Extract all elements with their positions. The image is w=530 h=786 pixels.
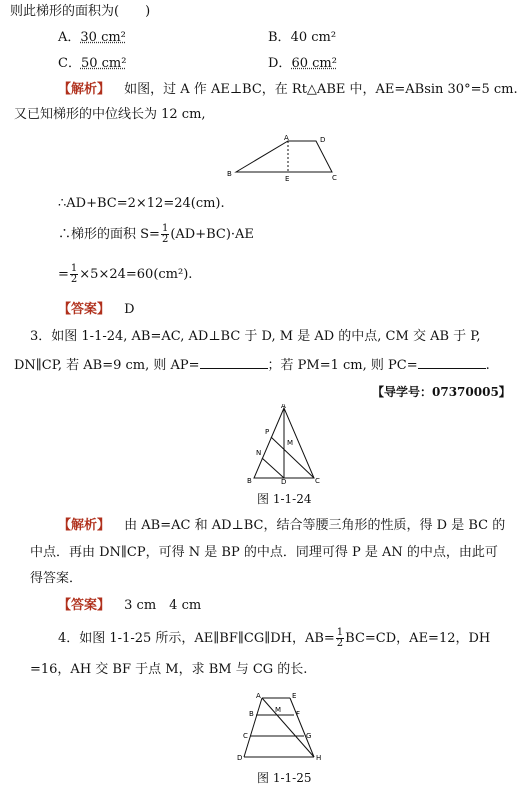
label-e: E [292, 692, 297, 700]
answer-value: D [124, 302, 135, 317]
option-c-value: 50 cm² [80, 56, 127, 71]
solution-1-line-3: ∴AD+BC=2×12=24(cm). [58, 196, 225, 211]
label-c: C [315, 477, 320, 484]
label-b: B [227, 170, 232, 178]
solution-1-line-1 [58, 82, 518, 98]
question-4-line-2: =16，AH 交 BF 于点 M，求 BM 与 CG 的长. [30, 662, 308, 677]
question-intro: 则此梯形的面积为( ) [10, 4, 151, 19]
question-4-line-1 [58, 628, 490, 649]
option-a [58, 30, 126, 46]
option-a-letter: A． [58, 30, 81, 45]
label-d: D [281, 478, 287, 484]
label-d: D [320, 136, 326, 144]
solution-1-line-4 [58, 224, 254, 245]
answer-3 [58, 598, 201, 614]
solution-tag: 【解析】 [58, 518, 111, 533]
label-b: B [249, 710, 254, 718]
answer-tag: 【答案】 [58, 598, 111, 613]
fraction-denominator: 2 [161, 234, 169, 245]
area-formula-prefix: ∴梯形的面积 S= [58, 227, 160, 242]
question-3-line-2 [14, 356, 490, 374]
label-m: M [287, 439, 294, 447]
area-result-suffix: ×5×24=60(cm²). [79, 267, 193, 282]
solution-text: 由 AB=AC 和 AD⊥BC，结合等腰三角形的性质，得 D 是 BC 的 [124, 518, 506, 533]
q3-part-1: DN∥CP, 若 AB=9 cm, 则 AP= [14, 358, 200, 373]
label-b: B [247, 477, 252, 484]
solution-text: 如图，过 A 作 AE⊥BC，在 Rt△ABE 中，AE=ABsin 30°=5 cm. [124, 82, 518, 97]
label-f: F [296, 710, 301, 718]
option-c [58, 56, 126, 72]
option-d-value: 60 cm² [291, 56, 337, 71]
fraction-half [161, 224, 169, 245]
question-3-line-1: 3．如图 1-1-24, AB=AC, AD⊥BC 于 D, M 是 AD 的中点, CM 交 AB 于 P, [30, 329, 481, 344]
fraction-numerator: 1 [161, 223, 169, 234]
solution-3-line-2: 中点．再由 DN∥CP，可得 N 是 BP 的中点．同理可得 P 是 AN 的中点，由此可 [30, 545, 498, 560]
label-a: A [256, 692, 261, 700]
area-result-prefix: = [58, 267, 69, 282]
option-b-value: 40 cm² [290, 30, 337, 45]
option-b-letter: B． [268, 30, 291, 45]
label-m: M [275, 706, 282, 714]
label-e: E [285, 175, 290, 183]
area-formula-suffix: (AD+BC)·AE [170, 227, 254, 242]
label-c: C [243, 732, 248, 740]
fraction-half [336, 628, 344, 649]
option-c-letter: C． [58, 56, 81, 71]
q3-part-2: ；若 PM=1 cm, 则 PC= [267, 358, 418, 373]
label-p: P [265, 428, 270, 436]
fraction-half [70, 264, 78, 285]
label-a: A [281, 404, 286, 410]
label-g: G [306, 732, 312, 740]
solution-tag: 【解析】 [58, 82, 111, 97]
figure-caption-1-1-25: 图 1-1-25 [257, 771, 312, 785]
label-n: N [256, 449, 262, 457]
option-d-letter: D． [268, 56, 292, 71]
q3-part-end: . [485, 358, 490, 373]
fraction-numerator: 1 [70, 263, 78, 274]
solution-3-line-3: 得答案． [30, 571, 83, 586]
label-c: C [332, 174, 337, 182]
triangle-figure [244, 404, 328, 484]
solution-1-line-2: 又已知梯形的中位线长为 12 cm, [14, 107, 206, 122]
figure-caption-1-1-24: 图 1-1-24 [257, 492, 312, 506]
q4-part-2: BC=CD，AE=12，DH [345, 631, 491, 646]
label-d: D [237, 754, 243, 762]
trapezoid-figure [224, 132, 342, 184]
solution-3-line-1 [58, 518, 505, 534]
label-h: H [316, 754, 322, 762]
option-b [268, 30, 336, 46]
blank-ap [200, 356, 268, 369]
q4-part-1: 4．如图 1-1-25 所示，AE∥BF∥CG∥DH，AB= [58, 631, 335, 646]
fraction-denominator: 2 [336, 638, 344, 649]
solution-1-line-5 [58, 264, 192, 285]
label-a: A [284, 134, 289, 142]
parallel-lines-figure [232, 690, 326, 770]
answer-1 [58, 302, 135, 318]
guide-number: 【导学号：07370005】 [372, 385, 511, 399]
option-a-value: 30 cm² [80, 30, 126, 45]
answer-value: 3 cm 4 cm [124, 598, 202, 613]
blank-pc [418, 356, 486, 369]
answer-tag: 【答案】 [58, 302, 111, 317]
fraction-numerator: 1 [336, 627, 344, 638]
fraction-denominator: 2 [70, 274, 78, 285]
option-d [268, 56, 337, 72]
